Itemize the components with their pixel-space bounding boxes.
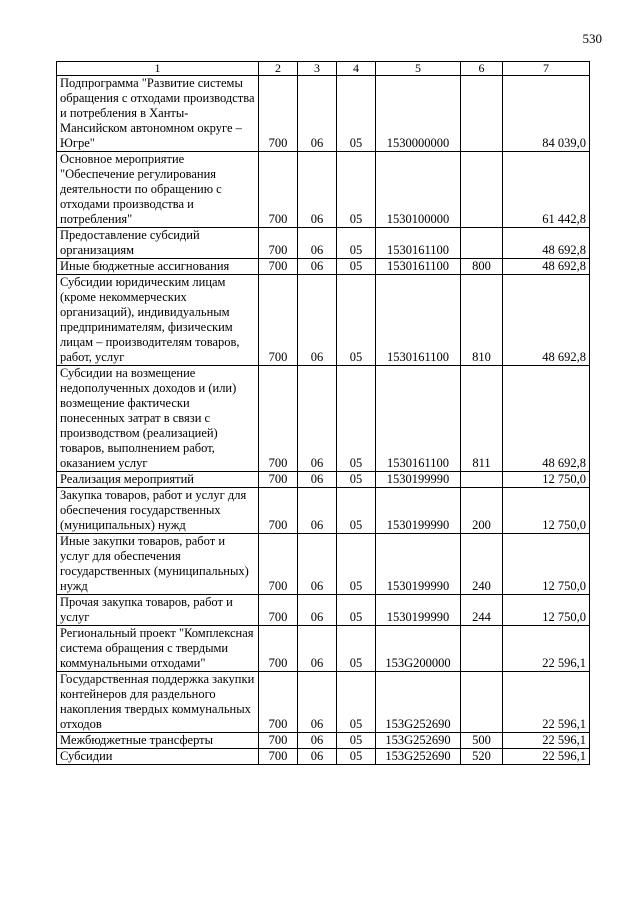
cell-subsection: 05	[337, 152, 376, 228]
cell-admin-code: 700	[259, 228, 298, 259]
row-description: Межбюджетные трансферты	[57, 733, 259, 749]
row-description: Региональный проект "Комплексная система обращения с твердыми коммунальными отходами"	[57, 626, 259, 672]
table-body	[57, 76, 590, 765]
table-row	[57, 749, 590, 765]
cell-admin-code: 700	[259, 595, 298, 626]
table-row	[57, 534, 590, 595]
cell-target-article: 153G252690	[376, 749, 461, 765]
table-row	[57, 366, 590, 472]
cell-amount: 12 750,0	[503, 534, 590, 595]
cell-section: 06	[298, 749, 337, 765]
row-description: Субсидии на возмещение недополученных доходов и (или) возмещение фактически понесенных затрат в связи с производством (реализацией) товаров, выполнением работ, оказанием услуг	[57, 366, 259, 472]
cell-section: 06	[298, 534, 337, 595]
cell-section: 06	[298, 275, 337, 366]
cell-subsection: 05	[337, 76, 376, 152]
cell-target-article: 1530161100	[376, 228, 461, 259]
row-description: Прочая закупка товаров, работ и услуг	[57, 595, 259, 626]
cell-expense-type	[461, 228, 503, 259]
column-header: 7	[503, 62, 590, 76]
column-header: 2	[259, 62, 298, 76]
cell-section: 06	[298, 366, 337, 472]
cell-admin-code: 700	[259, 472, 298, 488]
row-description: Субсидии	[57, 749, 259, 765]
cell-amount: 12 750,0	[503, 595, 590, 626]
cell-amount: 22 596,1	[503, 672, 590, 733]
cell-subsection: 05	[337, 534, 376, 595]
row-description: Основное мероприятие "Обеспечение регулирования деятельности по обращению с отходами производства и потребления"	[57, 152, 259, 228]
table-row	[57, 626, 590, 672]
cell-expense-type: 520	[461, 749, 503, 765]
row-description: Иные бюджетные ассигнования	[57, 259, 259, 275]
cell-expense-type: 810	[461, 275, 503, 366]
cell-section: 06	[298, 228, 337, 259]
cell-target-article: 1530161100	[376, 259, 461, 275]
table-row	[57, 76, 590, 152]
cell-section: 06	[298, 472, 337, 488]
cell-admin-code: 700	[259, 534, 298, 595]
cell-subsection: 05	[337, 275, 376, 366]
cell-expense-type	[461, 672, 503, 733]
cell-target-article: 1530161100	[376, 366, 461, 472]
cell-expense-type	[461, 472, 503, 488]
cell-target-article: 153G252690	[376, 733, 461, 749]
cell-admin-code: 700	[259, 259, 298, 275]
cell-amount: 12 750,0	[503, 472, 590, 488]
table-row	[57, 152, 590, 228]
cell-subsection: 05	[337, 595, 376, 626]
cell-subsection: 05	[337, 259, 376, 275]
cell-expense-type	[461, 152, 503, 228]
cell-amount: 12 750,0	[503, 488, 590, 534]
header-row	[57, 62, 590, 76]
cell-subsection: 05	[337, 733, 376, 749]
table-row	[57, 228, 590, 259]
cell-target-article: 1530199990	[376, 595, 461, 626]
cell-section: 06	[298, 152, 337, 228]
cell-target-article: 1530199990	[376, 472, 461, 488]
cell-expense-type: 811	[461, 366, 503, 472]
row-description: Предоставление субсидий организациям	[57, 228, 259, 259]
row-description: Субсидии юридическим лицам (кроме некоммерческих организаций), индивидуальным предпринимателям, физическим лицам – производителям товаров, работ, услуг	[57, 275, 259, 366]
column-header: 1	[57, 62, 259, 76]
cell-expense-type: 200	[461, 488, 503, 534]
cell-admin-code: 700	[259, 733, 298, 749]
cell-subsection: 05	[337, 228, 376, 259]
cell-subsection: 05	[337, 366, 376, 472]
cell-admin-code: 700	[259, 275, 298, 366]
table-row	[57, 733, 590, 749]
column-header: 4	[337, 62, 376, 76]
cell-admin-code: 700	[259, 488, 298, 534]
cell-target-article: 1530100000	[376, 152, 461, 228]
row-description: Реализация мероприятий	[57, 472, 259, 488]
cell-amount: 48 692,8	[503, 366, 590, 472]
cell-target-article: 1530000000	[376, 76, 461, 152]
cell-section: 06	[298, 488, 337, 534]
table-row	[57, 472, 590, 488]
cell-amount: 48 692,8	[503, 259, 590, 275]
cell-section: 06	[298, 595, 337, 626]
cell-amount: 22 596,1	[503, 733, 590, 749]
cell-subsection: 05	[337, 672, 376, 733]
cell-target-article: 1530161100	[376, 275, 461, 366]
table-row	[57, 672, 590, 733]
cell-expense-type: 800	[461, 259, 503, 275]
cell-expense-type: 240	[461, 534, 503, 595]
cell-target-article: 153G200000	[376, 626, 461, 672]
cell-admin-code: 700	[259, 749, 298, 765]
row-description: Закупка товаров, работ и услуг для обеспечения государственных (муниципальных) нужд	[57, 488, 259, 534]
cell-admin-code: 700	[259, 366, 298, 472]
cell-amount: 84 039,0	[503, 76, 590, 152]
cell-admin-code: 700	[259, 152, 298, 228]
cell-section: 06	[298, 733, 337, 749]
row-description: Государственная поддержка закупки контейнеров для раздельного накопления твердых коммунальных отходов	[57, 672, 259, 733]
cell-amount: 48 692,8	[503, 228, 590, 259]
cell-expense-type: 244	[461, 595, 503, 626]
row-description: Подпрограмма "Развитие системы обращения с отходами производства и потребления в Ханты-Мансийском автономном округе – Югре"	[57, 76, 259, 152]
table-row	[57, 275, 590, 366]
cell-amount: 61 442,8	[503, 152, 590, 228]
cell-expense-type	[461, 76, 503, 152]
column-header: 3	[298, 62, 337, 76]
cell-admin-code: 700	[259, 76, 298, 152]
cell-amount: 22 596,1	[503, 626, 590, 672]
cell-expense-type: 500	[461, 733, 503, 749]
column-header: 5	[376, 62, 461, 76]
cell-admin-code: 700	[259, 672, 298, 733]
cell-target-article: 1530199990	[376, 534, 461, 595]
table-row	[57, 259, 590, 275]
cell-target-article: 1530199990	[376, 488, 461, 534]
page-number: 530	[582, 31, 602, 46]
cell-section: 06	[298, 626, 337, 672]
table-row	[57, 595, 590, 626]
cell-subsection: 05	[337, 488, 376, 534]
budget-table	[56, 61, 590, 765]
cell-section: 06	[298, 76, 337, 152]
column-header: 6	[461, 62, 503, 76]
cell-target-article: 153G252690	[376, 672, 461, 733]
row-description: Иные закупки товаров, работ и услуг для обеспечения государственных (муниципальных) нужд	[57, 534, 259, 595]
cell-admin-code: 700	[259, 626, 298, 672]
cell-subsection: 05	[337, 626, 376, 672]
cell-expense-type	[461, 626, 503, 672]
cell-subsection: 05	[337, 472, 376, 488]
table-row	[57, 488, 590, 534]
cell-amount: 48 692,8	[503, 275, 590, 366]
cell-amount: 22 596,1	[503, 749, 590, 765]
cell-subsection: 05	[337, 749, 376, 765]
cell-section: 06	[298, 672, 337, 733]
cell-section: 06	[298, 259, 337, 275]
